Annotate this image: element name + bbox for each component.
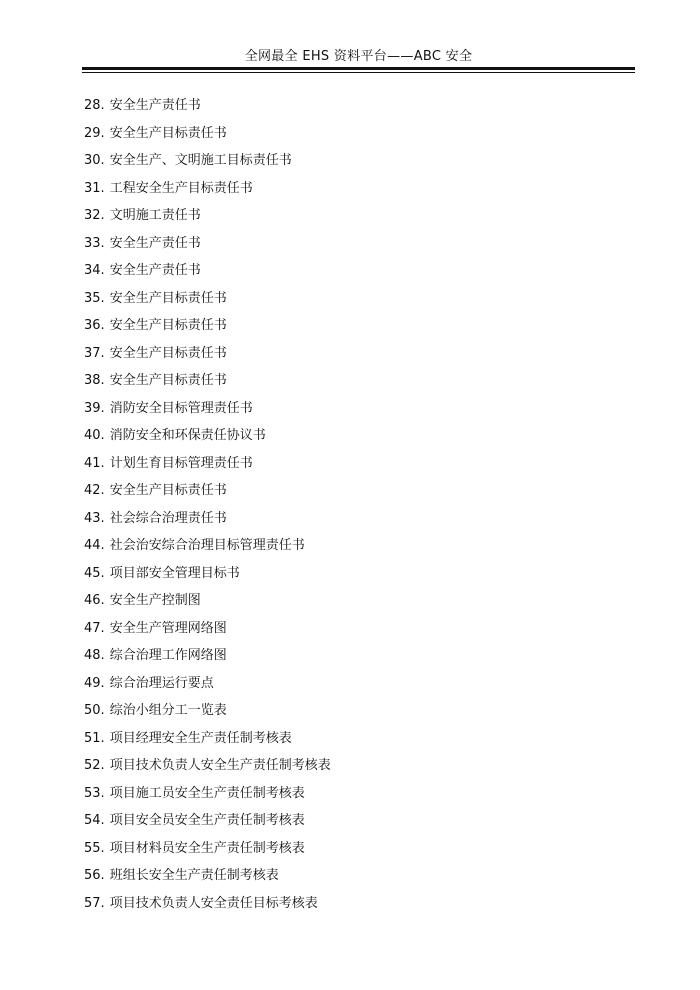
list-item [84,700,624,728]
list-item [84,810,624,838]
list-item-number: 44. [84,538,105,553]
list-item [84,590,624,618]
list-item [84,453,624,481]
list-item-title: 安全生产目标责任书 [109,318,227,333]
list-item [84,508,624,536]
list-item-title: 文明施工责任书 [109,208,201,223]
list-item-title: 项目经理安全生产责任制考核表 [109,730,292,746]
list-item-title: 安全生产责任书 [109,235,201,251]
list-item [84,343,624,371]
list-item [84,95,624,123]
list-item-title: 社会治安综合治理目标管理责任书 [109,538,305,553]
list-item-title: 安全生产目标责任书 [109,290,227,306]
list-item-number: 57. [84,895,105,911]
list-item-number: 47. [84,620,105,636]
list-item-number: 54. [84,813,105,828]
list-item [84,865,624,893]
document-list [84,95,624,920]
list-item-title: 综合治理工作网络图 [109,648,227,663]
list-item-number: 32. [84,208,105,223]
list-item-number: 40. [84,428,105,443]
list-item-number: 31. [84,180,105,196]
list-item-title: 项目部安全管理目标书 [109,565,240,581]
list-item-number: 50. [84,703,105,718]
list-item-title: 项目技术负责人安全生产责任制考核表 [109,758,331,773]
list-item-number: 41. [84,455,105,471]
list-item-number: 51. [84,730,105,746]
list-item-title: 安全生产、文明施工目标责任书 [109,153,292,168]
list-item-number: 28. [84,98,105,113]
list-item [84,123,624,151]
list-item-title: 项目施工员安全生产责任制考核表 [109,785,305,801]
list-item-number: 29. [84,125,105,141]
list-item-number: 43. [84,510,105,526]
page-header-title: 全网最全 EHS 资料平台——ABC 安全 [244,49,473,64]
list-item [84,783,624,811]
list-item-title: 社会综合治理责任书 [109,510,227,526]
list-item-title: 安全生产目标责任书 [109,125,227,141]
list-item-number: 48. [84,648,105,663]
header-rule-thick [82,67,635,70]
list-item-number: 38. [84,373,105,388]
list-item [84,618,624,646]
list-item-number: 46. [84,593,105,608]
list-item-title: 消防安全目标管理责任书 [109,400,253,416]
list-item-number: 55. [84,840,105,856]
list-item [84,755,624,783]
list-item-title: 项目安全员安全生产责任制考核表 [109,813,305,828]
list-item [84,315,624,343]
list-item-title: 安全生产责任书 [109,263,201,278]
list-item [84,178,624,206]
header-rule-thin [82,72,635,73]
list-item-number: 34. [84,263,105,278]
list-item-title: 项目材料员安全生产责任制考核表 [109,840,305,856]
list-item-number: 30. [84,153,105,168]
list-item-number: 52. [84,758,105,773]
list-item-title: 消防安全和环保责任协议书 [109,428,266,443]
list-item-number: 42. [84,483,105,498]
list-item [84,673,624,701]
list-item-number: 37. [84,345,105,361]
list-item [84,260,624,288]
list-item-number: 39. [84,400,105,416]
list-item-title: 安全生产目标责任书 [109,373,227,388]
list-item-number: 53. [84,785,105,801]
list-item-title: 安全生产控制图 [109,593,201,608]
list-item-title: 综治小组分工一览表 [109,703,227,718]
list-item-title: 班组长安全生产责任制考核表 [109,868,279,883]
list-item [84,535,624,563]
list-item-title: 项目技术负责人安全责任目标考核表 [109,895,318,911]
list-item [84,480,624,508]
list-item [84,893,624,921]
list-item-number: 36. [84,318,105,333]
list-item [84,233,624,261]
list-item-title: 工程安全生产目标责任书 [109,180,253,196]
list-item [84,398,624,426]
list-item [84,150,624,178]
list-item-number: 35. [84,290,105,306]
list-item-number: 33. [84,235,105,251]
list-item-title: 安全生产目标责任书 [109,483,227,498]
list-item [84,645,624,673]
list-item [84,838,624,866]
list-item-title: 综合治理运行要点 [109,675,214,691]
list-item [84,288,624,316]
list-item-number: 45. [84,565,105,581]
list-item-title: 安全生产责任书 [109,98,201,113]
list-item-title: 安全生产管理网络图 [109,620,227,636]
list-item-title: 安全生产目标责任书 [109,345,227,361]
list-item [84,728,624,756]
list-item [84,425,624,453]
list-item-number: 56. [84,868,105,883]
list-item [84,370,624,398]
list-item [84,205,624,233]
list-item-number: 49. [84,675,105,691]
list-item-title: 计划生育目标管理责任书 [109,455,253,471]
list-item [84,563,624,591]
